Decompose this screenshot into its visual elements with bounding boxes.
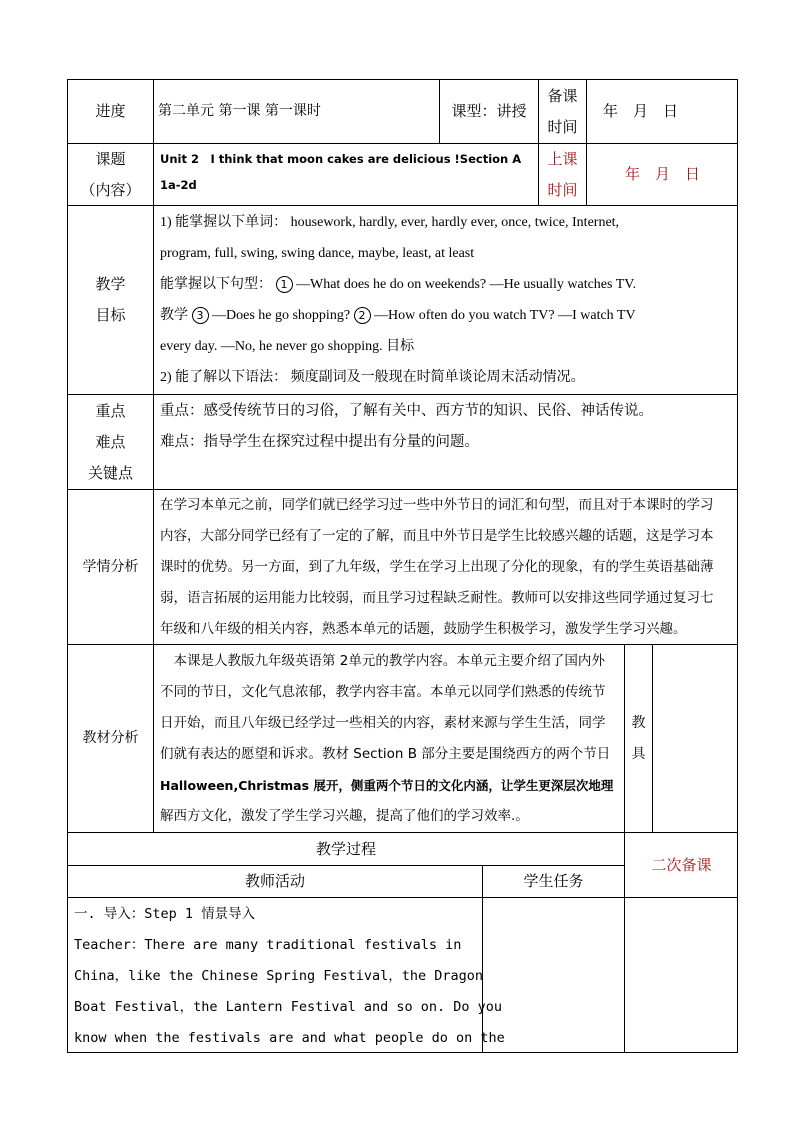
goals-content <box>153 205 738 394</box>
topic-label: 课题 （内容） <box>67 143 153 205</box>
material-analysis-line: 们就有表达的愿望和诉求。教材 Section B 部分主要是围绕西方的两个节日 <box>160 746 611 762</box>
student-analysis-line: 弱，语言拓展的运用能力比较弱，而且学习过程缺乏耐性。教师可以安排这些同学通过复习七 <box>160 590 714 606</box>
goals-label: 教学 目标 <box>67 205 153 394</box>
prep-time-label: 备课 时间 <box>538 79 586 143</box>
goals-line-3: 能掌握以下句型： 1 —What does he do on weekends? —He usually watches TV. <box>160 277 637 292</box>
key-point-line: 重点：感受传统节日的习俗，了解有关中、西方节的知识、民俗、神话传说。 <box>160 403 653 419</box>
process-line: Boat Festival，the Lantern Festival and so on. Do you <box>74 999 503 1015</box>
process-line: 一. 导入：Step 1 情景导入 <box>74 906 256 922</box>
student-analysis-line: 内容，大部分同学已经有了一定的了解，而且中外节日是学生比较感兴趣的话题，这是学习本 <box>160 528 714 544</box>
second-prep-content <box>624 897 738 1053</box>
material-analysis-content <box>153 644 624 832</box>
student-analysis-label: 学情分析 <box>67 489 153 644</box>
class-date: 年 月 日 <box>586 143 738 205</box>
process-line: know when the festivals are and what people do on the <box>74 1030 505 1046</box>
student-analysis-content <box>153 489 738 644</box>
material-analysis-line: 解西方文化，激发了学生学习兴趣，提高了他们的学习效率.。 <box>160 808 529 824</box>
teacher-activity-content <box>67 897 505 1053</box>
difficult-point-line: 难点：指导学生在探究过程中提出有分量的问题。 <box>160 434 479 450</box>
student-task-content <box>482 897 624 1053</box>
teaching-tools-label: 教 具 <box>624 644 652 832</box>
teacher-activity-header: 教师活动 <box>67 865 482 897</box>
process-line: Teacher：There are many traditional festivals in <box>74 937 462 953</box>
goals-line-1: 1) 能掌握以下单词： housework, hardly, ever, hardly ever, once, twice, Internet, <box>160 215 620 230</box>
circled-number: 2 <box>354 307 371 324</box>
material-analysis-line: 日开始，而且八年级已经学过一些相关的内容，素材来源与学生生活，同学 <box>160 715 606 731</box>
process-title: 教学过程 <box>67 832 624 865</box>
key-points-label: 重点 难点 关键点 <box>67 394 153 489</box>
material-analysis-line: Halloween,Christmas 展开，侧重两个节日的文化内涵，让学生更深层次地理 <box>160 778 614 793</box>
student-analysis-line: 在学习本单元之前，同学们就已经学习过一些中外节日的词汇和句型，而且对于本课时的学习 <box>160 497 714 513</box>
student-analysis-line: 课时的优势。另一方面，到了九年级，学生在学习上出现了分化的现象，有的学生英语基础薄 <box>160 559 714 575</box>
lesson-plan-table <box>67 79 738 1053</box>
circled-number: 1 <box>276 276 293 293</box>
student-analysis-line: 年级和八年级的相关内容，熟悉本单元的话题，鼓励学生积极学习，激发学生学习兴趣。 <box>160 621 687 637</box>
goals-line-4: 教学 3 —Does he go shopping? 2 —How often do you watch TV? —I watch TV <box>160 308 636 323</box>
progress-value: 第二单元 第一课 第一课时 <box>153 79 439 143</box>
lesson-type: 课型：讲授 <box>439 79 538 143</box>
second-prep-label: 二次备课 <box>624 832 738 897</box>
material-analysis-label: 教材分析 <box>67 644 153 832</box>
topic-value: Unit 2 I think that moon cakes are delicious !Section A 1a-2d <box>153 143 538 205</box>
key-points-content <box>153 394 738 489</box>
class-time-label: 上课 时间 <box>538 143 586 205</box>
process-line: China，like the Chinese Spring Festival，the Dragon <box>74 968 484 984</box>
goals-line-2: program, full, swing, swing dance, maybe, least, at least <box>160 246 475 261</box>
progress-label: 进度 <box>67 79 153 143</box>
prep-date: 年 月 日 <box>586 79 738 143</box>
student-task-header: 学生任务 <box>482 865 624 897</box>
goals-line-6: 2) 能了解以下语法： 频度副词及一般现在时简单谈论周末活动情况。 <box>160 370 585 385</box>
circled-number: 3 <box>192 307 209 324</box>
material-analysis-line: 本课是人教版九年级英语第 2单元的教学内容。本单元主要介绍了国内外 <box>160 653 605 669</box>
goals-line-5: every day. —No, he never go shopping. 目标 <box>160 339 415 354</box>
teaching-tools-content <box>652 644 738 832</box>
material-analysis-line: 不同的节日，文化气息浓郁，教学内容丰富。本单元以同学们熟悉的传统节 <box>160 684 606 700</box>
